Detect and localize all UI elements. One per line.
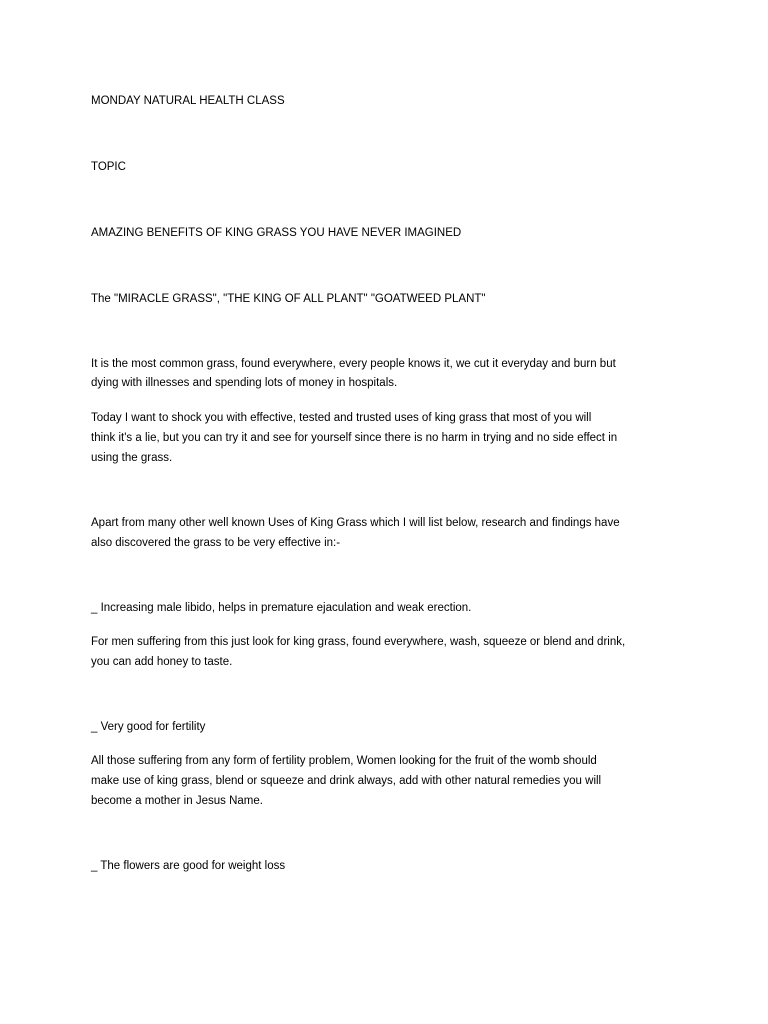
intro-paragraph-1-line-2: dying with illnesses and spending lots of money in hospitals. bbox=[91, 377, 398, 389]
benefit-2-body-line-2: make use of king grass, blend or squeeze and drink always, add with other natural remedies you will bbox=[91, 775, 602, 787]
benefit-1-body-line-2: you can add honey to taste. bbox=[91, 656, 233, 668]
names-line: The "MIRACLE GRASS", "THE KING OF ALL PLANT" "GOATWEED PLANT" bbox=[91, 293, 486, 305]
intro-paragraph-2-line-3: using the grass. bbox=[91, 452, 173, 464]
intro-paragraph-1-line-1: It is the most common grass, found everywhere, every people knows it, we cut it everyday and burn but bbox=[91, 358, 616, 370]
topic-label: TOPIC bbox=[91, 161, 126, 173]
class-title: MONDAY NATURAL HEALTH CLASS bbox=[91, 95, 285, 107]
benefit-2-heading: _ Very good for fertility bbox=[91, 721, 206, 733]
topic-title: AMAZING BENEFITS OF KING GRASS YOU HAVE NEVER IMAGINED bbox=[91, 227, 462, 239]
apart-paragraph-line-1: Apart from many other well known Uses of King Grass which I will list below, research and findings have bbox=[91, 517, 620, 529]
apart-paragraph-line-2: also discovered the grass to be very effective in:- bbox=[91, 537, 341, 549]
benefit-2-body-line-1: All those suffering from any form of fertility problem, Women looking for the fruit of the womb should bbox=[91, 755, 597, 767]
benefit-2-body-line-3: become a mother in Jesus Name. bbox=[91, 795, 263, 807]
benefit-3-heading: _ The flowers are good for weight loss bbox=[91, 860, 286, 872]
benefit-1-body-line-1: For men suffering from this just look for king grass, found everywhere, wash, squeeze or blend and drink, bbox=[91, 636, 626, 648]
intro-paragraph-2-line-2: think it's a lie, but you can try it and see for yourself since there is no harm in trying and no side effect in bbox=[91, 432, 618, 444]
intro-paragraph-2-line-1: Today I want to shock you with effective, tested and trusted uses of king grass that most of you will bbox=[91, 412, 592, 424]
benefit-1-heading: _ Increasing male libido, helps in premature ejaculation and weak erection. bbox=[91, 602, 472, 614]
